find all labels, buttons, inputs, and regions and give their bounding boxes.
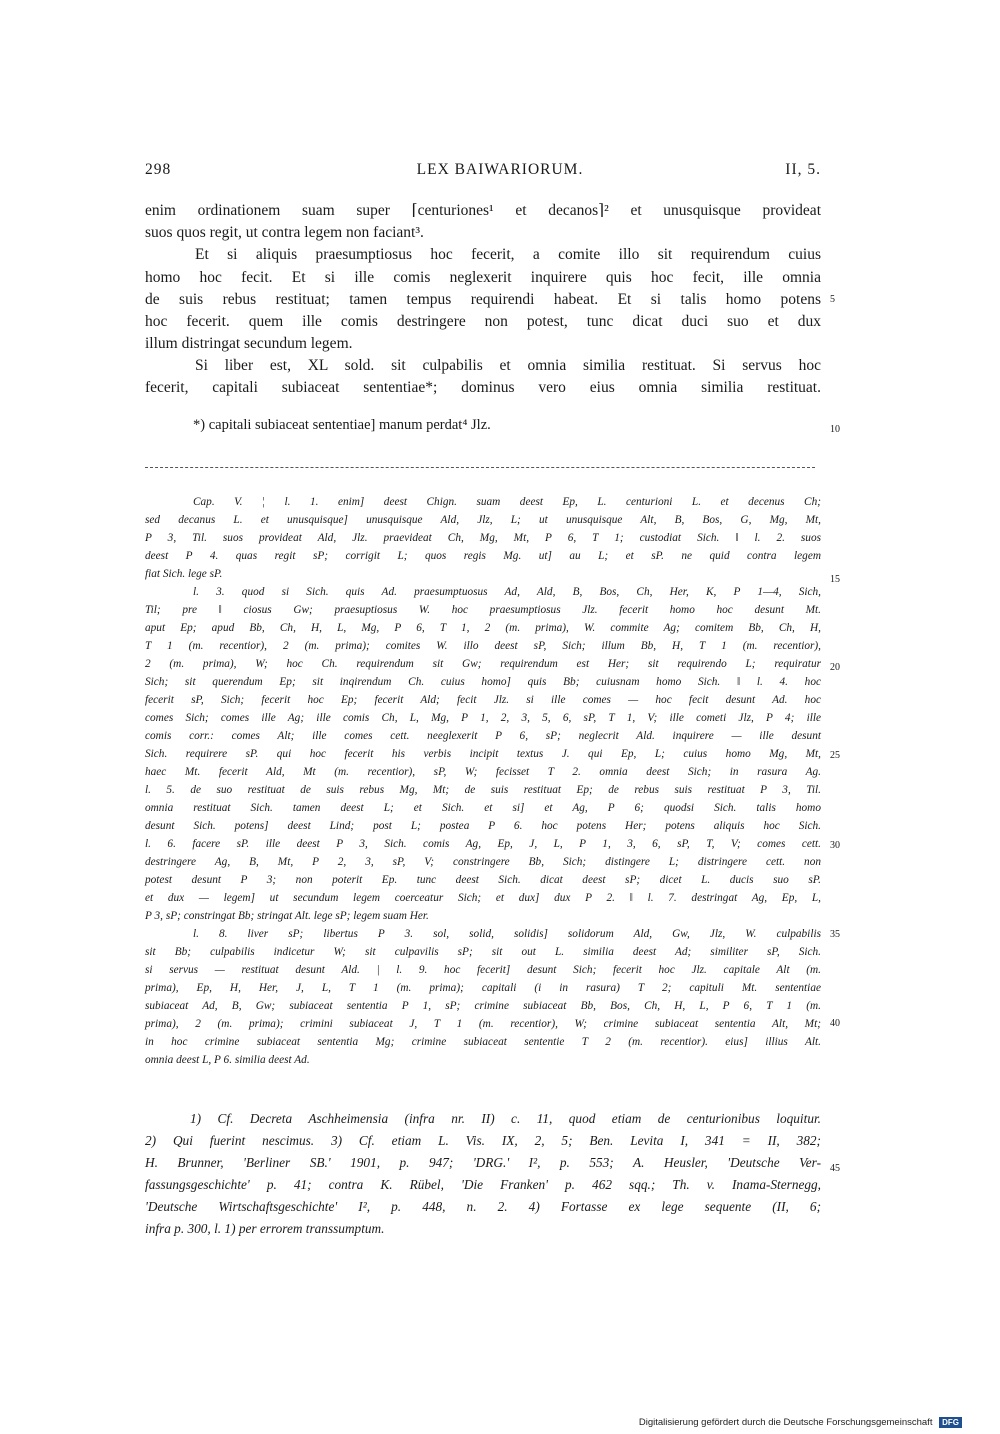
margin-line-number: 10 [830, 424, 840, 435]
apparatus-line: l. 8. liver sP; libertus P 3. sol, solid, solidis] solidorum Ald, Gw, Jlz, W. culpabilis [193, 928, 821, 940]
apparatus-line: in hoc crimine subiaceat sententia Mg; crimine subiaceat sententie T 2 (m. recentior). eius] illius Alt. [145, 1036, 821, 1048]
margin-line-number: 15 [830, 574, 840, 585]
footnote-line: infra p. 300, l. 1) per errorem transsumptum. [145, 1221, 385, 1236]
apparatus-line: prima), 2 (m. prima); crimini subiaceat J, T 1 (m. recentior), W; crimine subiaceat sententia Alt, Mt; [145, 1018, 821, 1030]
footnote-line: 1) Cf. Decreta Aschheimensia (infra nr. II) c. 11, quod etiam de centurionibus loquitur. [190, 1111, 821, 1126]
margin-line-number: 25 [830, 750, 840, 761]
margin-line-number: 45 [830, 1163, 840, 1174]
credit-text: Digitalisierung gefördert durch die Deutsche Forschungsgemeinschaft [638, 1417, 933, 1428]
apparatus-line: Sich; sit querendum Ep; sit inqirendum Ch. cuius homo] quis Bb; cuiusnam homo Sich. ‖ l. 4. hoc [145, 676, 821, 688]
text-line: Et si aliquis praesumptiosus hoc fecerit, a comite illo sit requirendum cuius [195, 246, 821, 263]
apparatus-line: desunt Sich. potens] deest Lind; post L; postea P 6. hoc potens Her; potens aliquis hoc Sich. [145, 820, 821, 832]
apparatus-line: destringere Ag, B, Mt, P 2, 3, sP, V; constringere Bb, Sich; distingere L; distringere cett. non [145, 856, 821, 868]
apparatus-line: prima), Ep, H, Her, J, L, T 1 (m. prima); capitali (i in rasura) T 2; capituli Mt. sententiae [145, 982, 821, 994]
apparatus-line: P 3, sP; constringat Bb; stringat Alt. lege sP; legem suam Her. [145, 910, 429, 922]
margin-line-number: 30 [830, 840, 840, 851]
apparatus-line: l. 5. de suo restituat de suis rebus Mg, Mt; de suis restituat Ep; de rebus suis restituat P 3, Til. [145, 784, 821, 796]
text-line: hoc fecerit. quem ille comis destringere non potest, tunc dicat duci suo et dux [145, 313, 821, 330]
apparatus-line: Cap. V. ¦ l. 1. enim] deest Chign. suam deest Ep, L. centurioni L. et decenus Ch; [193, 496, 821, 508]
apparatus-line: potest desunt P 3; non poterit Ep. tunc deest Sich. dicat deest sP; dicet L. ducis suo sP. [145, 874, 821, 886]
apparatus-line: l. 3. quod si Sich. quis Ad. praesumptuosus Ad, Ald, B, Bos, Ch, Her, K, P 1—4, Sich, [193, 586, 821, 598]
asterisk-note: *) capitali subiaceat sententiae] manum perdat⁴ Jlz. [193, 417, 491, 433]
apparatus-line: Til; pre ‖ ciosus Gw; praesuptiosus W. hoc praesumptiosus Jlz. fecerit homo hoc desunt Mt. [145, 604, 821, 616]
page-number: 298 [145, 161, 172, 178]
apparatus-line: aput Ep; apud Bb, Ch, H, L, Mg, P 6, T 1, 2 (m. prima), W. commite Ag; comitem Bb, Ch, H, [145, 622, 821, 634]
apparatus-line: si servus — restituat desunt Ald. | l. 9. hoc fecerit] desunt Sich; fecerit hoc Jlz. capitale Alt (m. [145, 964, 821, 976]
footnote-line: fassungsgeschichte' p. 41; contra K. Rübel, 'Die Franken' p. 462 sqq.; Th. v. Inama-Sternegg, [145, 1177, 821, 1192]
apparatus-line: 2 (m. prima), W; hoc Ch. requirendum sit Gw; requirendum est Her; sit requirendo L; requiratur [145, 658, 821, 670]
text-line: homo hoc fecit. Et si ille comis neglexerit inquirere quis hoc fecit, ille omnia [145, 269, 821, 286]
margin-line-number: 20 [830, 662, 840, 673]
apparatus-line: comis corr.: comes Alt; ille comes cett. neeglexerit P 6, sP; neglecrit Ald. inquirere — ille desunt [145, 730, 821, 742]
text-line: enim ordinationem suam super ⌈centuriones¹ et decanos⌉² et unusquisque provideat [145, 202, 821, 219]
apparatus-line: fiat Sich. lege sP. [145, 568, 223, 580]
margin-line-number: 40 [830, 1018, 840, 1029]
footnote-line: H. Brunner, 'Berliner SB.' 1901, p. 947; 'DRG.' I², p. 553; A. Heusler, 'Deutsche Ver- [145, 1155, 821, 1170]
apparatus-line: Sich. requirere sP. qui hoc fecerit his verbis incipit textus J. qui Ep, L; cuius homo Mg, Mt, [145, 748, 821, 760]
margin-line-number: 35 [830, 929, 840, 940]
footnote-line: 'Deutsche Wirtschaftsgeschichte' I², p. 448, n. 2. 4) Fortasse ex lege sequente (II, 6; [145, 1199, 821, 1214]
apparatus-line: omnia restituat Sich. tamen deest L; et Sich. et si] et Ag, P 6; quodsi Sich. talis homo [145, 802, 821, 814]
apparatus-line: comes Sich; comes ille Ag; ille comis Ch, L, Mg, P 1, 2, 3, 5, 6, sP, T 1, V; ille cometi Jlz, P 4; ille [145, 712, 821, 724]
dfg-logo: DFG [939, 1417, 962, 1428]
apparatus-line: sit Bb; culpabilis indicetur W; sit culpavilis sP; sit out L. similia deest Ad; similiter sP, Sich. [145, 946, 821, 958]
apparatus-line: P 3, Til. suos provideat Ald, Jlz. praevideat Ch, Mg, Mt, P 6, T 1; custodiat Sich. ‖ l. 2. suos [145, 532, 821, 544]
text-line: Si liber est, XL sold. sit culpabilis et omnia similia restituat. Si servus hoc [195, 357, 821, 374]
apparatus-line: sed decanus L. et unusquisque] unusquisque Ald, Jlz, L; ut unusquisque Alt, B, Bos, G, Mg, Mt, [145, 514, 821, 526]
text-line: de suis rebus restituat; tamen tempus requirendi habeat. Et si talis homo potens [145, 291, 821, 308]
text-line: suos quos regit, ut contra legem non faciant³. [145, 224, 424, 241]
apparatus-line: haec Mt. fecerit Ald, Mt (m. recentior), sP, W; fecisset T 2. omnia deest Sich; in rasura Ag. [145, 766, 821, 778]
apparatus-line: omnia deest L, P 6. similia deest Ad. [145, 1054, 310, 1066]
margin-line-number: 5 [830, 294, 835, 305]
apparatus-line: subiaceat Ad, B, Gw; subiaceat sententia P 1, sP; crimine subiaceat Bb, Bos, Ch, H, L, P 6, T 1 (m. [145, 1000, 821, 1012]
section-number: II, 5. [785, 161, 821, 178]
apparatus-line: et dux — legem] ut secundum legem coerceatur Sich; et dux] dux P 2. ‖ l. 7. destringat Ag, Ep, L, [145, 892, 821, 904]
apparatus-line: l. 6. facere sP. ille deest P 3, Sich. comis Ag, Ep, J, L, P 1, 3, 6, sP, T, V; comes cett. [145, 838, 821, 850]
digitization-credit [639, 1417, 962, 1428]
separator-rule [145, 467, 815, 468]
apparatus-line: deest P 4. quas regit sP; corrigit L; quos regis Mg. ut] au L; et sP. ne quid contra legem [145, 550, 821, 562]
apparatus-line: fecerit sP, Sich; fecerit hoc Ep; fecerit Ald; fecit Jlz. si ille comes — hoc fecit desunt Ad. hoc [145, 694, 821, 706]
running-title: LEX BAIWARIORUM. [416, 161, 584, 178]
text-line: illum distringat secundum legem. [145, 335, 353, 352]
text-line: fecerit, capitali subiaceat sententiae*; dominus vero eius omnia similia restituat. [145, 379, 821, 396]
footnote-line: 2) Qui fuerint nescimus. 3) Cf. etiam L. Vis. IX, 2, 5; Ben. Levita I, 341 = II, 382; [145, 1133, 821, 1148]
apparatus-line: T 1 (m. recentior), 2 (m. prima); comites W. illo deest sP, Sich; illum Bb, H, T 1 (m. recentior), [145, 640, 821, 652]
